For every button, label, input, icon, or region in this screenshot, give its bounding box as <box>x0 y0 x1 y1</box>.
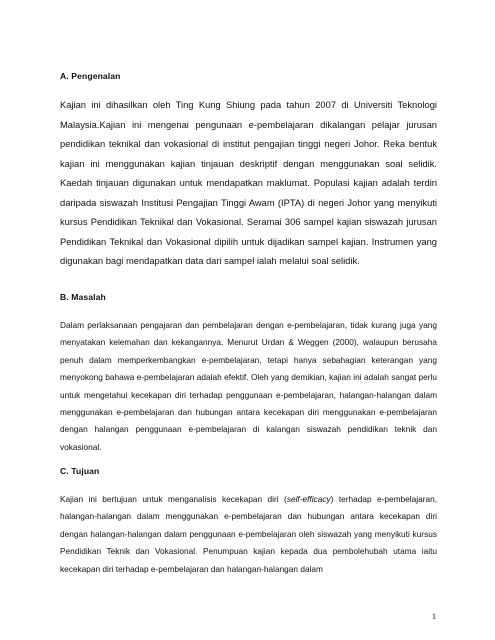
paragraph-tujuan-text-end: ) terhadap e-pembelajaran, halangan-halangan dalam menggunakan e-pembelajaran dan hubungan antara kecekapan diri dengan halangan-halangan dalam penggunaan e-pembelajaran oleh siswazah yang menyikuti kursus Pendidikan Teknik dan Vokasional. Penumpuan kajian kepada dua pembolehubah utama iaitu kecekapan diri terhadap e-pembelajaran dan halangan-halangan dalam <box>60 494 438 574</box>
paragraph-masalah: Dalam perlaksanaan pengajaran dan pembelajaran dengan e-pembelajaran, tidak kurang juga yang menyatakan kelemahan dan kekangannya. Menurut Urdan & Weggen (2000), walaupun berusaha penuh dalam memperkembangkan e-pembelajaran, tetapi hanya sebahagian keterangan yang menyokong bahawa e-pembelajaran adalah efektif. Oleh yang demikian, kajian ini adalah sangat perlu untuk mengetahui kecekapan diri terhadap penggunaan e-pembelajaran, halangan-halangan dalam menggunakan e-pembelajaran dan hubungan antara kecekapan diri menggunakan e-pembelajaran dengan halangan penggunaan e-pembelajaran di kalangan siswazah pendidikan teknik dan vokasional. <box>60 320 437 452</box>
section-heading-tujuan: C. Tujuan <box>60 466 100 476</box>
paragraph-tujuan <box>60 491 437 578</box>
paragraph-pengenalan: Kajian ini dihasilkan oleh Ting Kung Shiung pada tahun 2007 di Universiti Teknologi Malaysia.Kajian ini mengenai pengunaan e-pembelajaran dikalangan pelajar jurusan pendidikan teknikal dan vokasional di institut pengajian tinggi negeri Johor. Reka bentuk kajian ini menggunakan kajian tinjauan deskriptif dengan menggunakan soal selidik. Kaedah tinjauan digunakan untuk mendapatkan maklumat. Populasi kajian adalah terdiri daripada siswazah Institusi Pengajian Tinggi Awam (IPTA) di negeri Johor yang menyikuti kursus Pendidikan Teknikal dan Vokasional. Seramai 306 sampel kajian siswazah jurusan Pendidikan Teknikal dan Vokasional dipilih untuk dijadikan sampel kajian. Instrumen yang digunakan bagi mendapatkan data dari sampel ialah melalui soal selidik. <box>60 100 437 266</box>
paragraph-tujuan-italic-term: self-efficacy <box>286 494 331 504</box>
paragraph-tujuan-text-start: Kajian ini bertujuan untuk menganalisis kecekapan diri ( <box>60 494 287 504</box>
section-heading-masalah: B. Masalah <box>60 292 106 302</box>
section-heading-pengenalan: A. Pengenalan <box>60 71 121 81</box>
page-number: 1 <box>431 612 436 621</box>
